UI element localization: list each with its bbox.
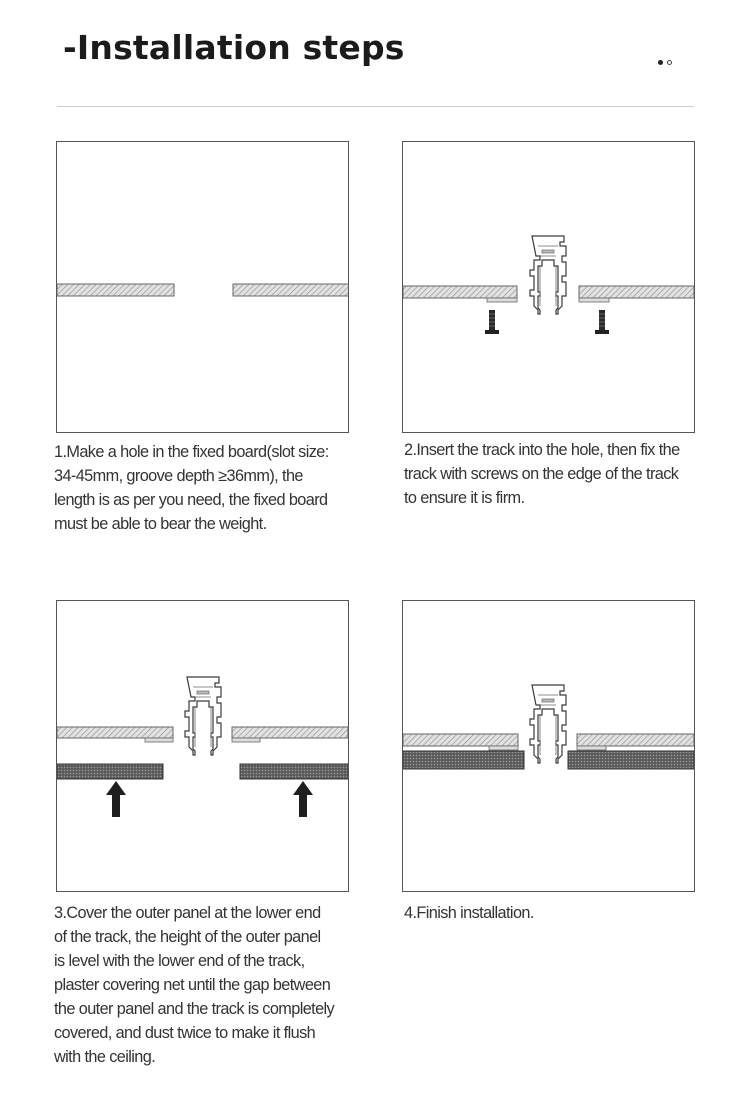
fixed-board-right	[233, 284, 348, 296]
outer-panel-left	[403, 751, 524, 769]
bracket-left	[487, 298, 517, 302]
track-profile	[530, 685, 566, 763]
fixed-board-right	[577, 734, 694, 746]
step-4-diagram	[402, 600, 695, 892]
screw-left-icon	[485, 310, 499, 334]
bracket-right	[232, 738, 260, 742]
pager-dot-active[interactable]	[658, 60, 663, 65]
track-profile	[530, 236, 566, 314]
pager-dot-inactive[interactable]	[667, 60, 672, 65]
screw-right-icon	[595, 310, 609, 334]
header-divider	[57, 106, 694, 107]
fixed-board-right	[579, 286, 694, 298]
step-1-diagram	[56, 141, 349, 433]
fixed-board-left	[403, 734, 518, 746]
step-3-diagram	[56, 600, 349, 892]
step-2-caption: 2.Insert the track into the hole, then fix the track with screws on the edge of the track to ensure it is firm.	[404, 441, 680, 507]
step-1-caption: 1.Make a hole in the fixed board(slot size: 34-45mm, groove depth ≥36mm), the length is as per you need, the fixed board must be able to bear the weight.	[54, 443, 329, 533]
bracket-left	[145, 738, 173, 742]
fixed-board-right	[232, 727, 348, 738]
outer-panel-right	[568, 751, 694, 769]
pager-dots	[658, 60, 672, 65]
arrow-up-right-icon	[293, 781, 313, 817]
step-4-caption: 4.Finish installation.	[404, 904, 534, 922]
page-title: -Installation steps	[63, 28, 405, 67]
arrow-up-left-icon	[106, 781, 126, 817]
outer-panel-left	[57, 764, 163, 779]
step-3-caption: 3.Cover the outer panel at the lower end of the track, the height of the outer panel is level with the lower end of the track, plaster covering net until the gap between the outer panel and the track is completely covered, and dust twice to make it flush with the ceiling.	[54, 904, 335, 1066]
fixed-board-left	[403, 286, 517, 298]
track-profile	[185, 677, 221, 755]
bracket-right	[579, 298, 609, 302]
bracket-left	[489, 746, 518, 750]
fixed-board-left	[57, 284, 174, 296]
bracket-right	[577, 746, 606, 750]
fixed-board-left	[57, 727, 173, 738]
step-2-diagram	[402, 141, 695, 433]
outer-panel-right	[240, 764, 348, 779]
